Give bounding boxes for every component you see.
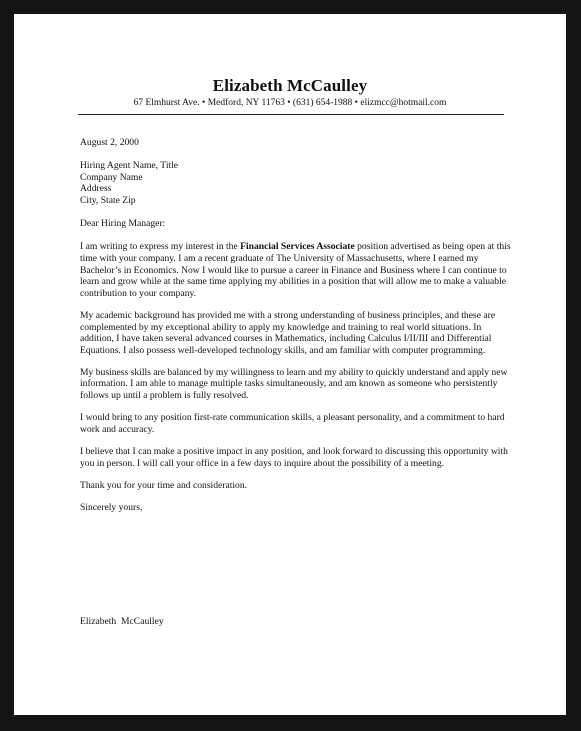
paragraph-1-start: I am writing to express my interest in the [80,241,241,253]
salutation: Dear Hiring Manager: [80,218,166,230]
sender-contact-info: 67 Elmhurst Ave. • Medford, NY 11763 • (631) 654-1988 • elizmcc@hotmail.com [133,98,447,108]
recipient-city-state-zip: City, State Zip [80,194,136,206]
paragraph-1 [80,241,512,299]
recipient-name-title: Hiring Agent Name, Title [80,160,179,172]
paragraph-6: Thank you for your time and consideration. [80,479,248,491]
paragraph-4: I would bring to any position first-rate communication skills, a pleasant personality, and a commitment to hard work and accuracy. [80,412,505,435]
position-title: Financial Services Associate [240,241,355,253]
letter-page [14,14,566,715]
signature-name: Elizabeth McCaulley [80,616,164,627]
paragraph-3: My business skills are balanced by my willingness to learn and my ability to quickly understand and apply new information. I am able to manage multiple tasks simultaneously, and am known as someone who persistently follows up until a problem is fully resolved. [80,366,508,402]
letter-date: August 2, 2000 [80,137,139,148]
recipient-address [80,160,512,206]
letter-body [80,137,512,514]
paragraph-2: My academic background has provided me with a strong understanding of business principles, and these are complemented by my exceptional ability to apply my knowledge and training to real world situations. In addition, I have taken several advanced courses in Mathematics, including Calculus I/II/III and Differential Equations. I also possess well-developed technology skills, and am familiar with computer programming. [80,309,496,356]
sender-name: Elizabeth McCaulley [212,76,368,95]
letterhead [14,76,566,109]
closing: Sincerely yours, [80,502,143,513]
letterhead-divider [78,114,504,115]
paragraph-1-end: position advertised as being open at this time with your company. I am a recent graduate of The University of Massachusetts, where I earned my Bachelor’s in Economics. Now I would like to pursue a career in Finance and Business where I can continue to learn and grow while at the same time applying my abilities in a position that will allow me to make a valuable contribution to your company. [80,241,511,299]
recipient-company: Company Name [80,171,143,183]
recipient-street: Address [80,183,112,195]
paragraph-5: I believe that I can make a positive impact in any position, and look forward to discussing this opportunity with you in person. I will call your office in a few days to inquire about the possibility of a meeting. [80,446,508,469]
